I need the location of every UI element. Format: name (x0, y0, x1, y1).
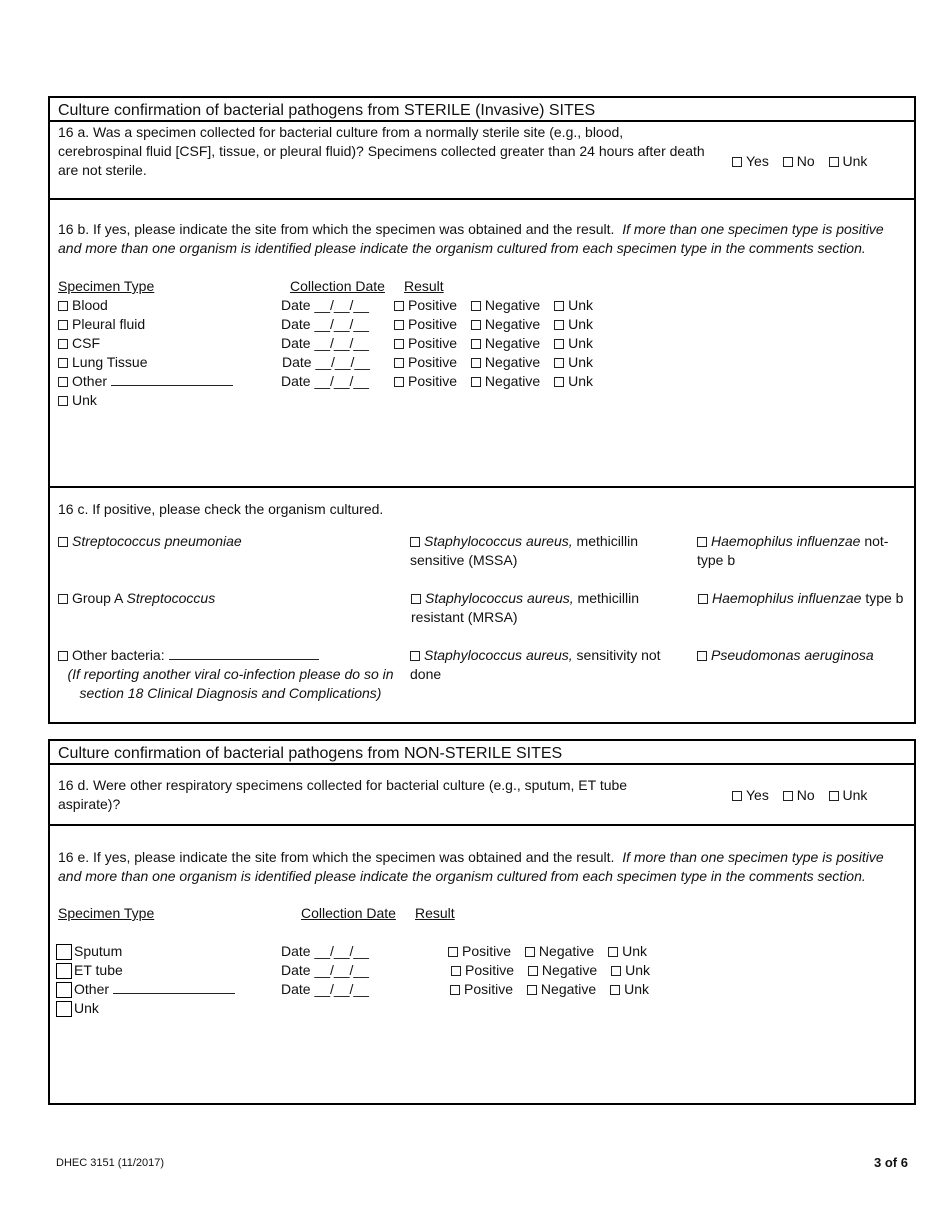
checkbox-icon (410, 651, 420, 661)
option-yes[interactable]: Yes (732, 787, 769, 803)
checkbox-icon (394, 358, 404, 368)
checkbox-icon (554, 320, 564, 330)
checkbox-icon (394, 320, 404, 330)
result-options (394, 372, 603, 391)
option-unk[interactable]: Unk (554, 316, 593, 332)
non-sterile-sites-section (48, 739, 916, 1105)
question-16a (50, 122, 914, 200)
other-bacteria-blank[interactable] (169, 647, 319, 660)
option-unk[interactable]: Unk (554, 297, 593, 313)
option-negative[interactable]: Negative (471, 297, 540, 313)
checkbox-icon (58, 537, 68, 547)
specimen-other-label: Other (74, 980, 235, 999)
option-positive[interactable]: Positive (394, 297, 457, 313)
specimen-other[interactable]: Other (58, 372, 233, 391)
checkbox-icon (58, 358, 68, 368)
result-options (394, 315, 603, 334)
organism-hflu-not-type-b[interactable]: Haemophilus influenzae not-type b (697, 533, 889, 568)
checkbox-icon (471, 339, 481, 349)
result-options (394, 296, 603, 315)
result-options (450, 980, 659, 999)
question-16b (50, 200, 914, 488)
checkbox-icon (471, 377, 481, 387)
other-blank[interactable] (111, 373, 233, 386)
col-collection-date: Collection Date (301, 905, 396, 921)
specimen-csf[interactable]: CSF (58, 334, 100, 353)
result-options (448, 942, 657, 961)
checkbox-icon (394, 377, 404, 387)
specimen-blood[interactable]: Blood (58, 296, 108, 315)
organism-hflu-type-b[interactable]: Haemophilus influenzae type b (698, 589, 903, 608)
checkbox-icon (411, 594, 421, 604)
col-result: Result (415, 905, 455, 921)
specimen-sputum-checkbox[interactable] (56, 944, 72, 960)
checkbox-icon (527, 985, 537, 995)
page-number: 3 of 6 (874, 1155, 908, 1170)
checkbox-icon (471, 358, 481, 368)
option-negative[interactable]: Negative (525, 943, 594, 959)
option-unk[interactable]: Unk (610, 981, 649, 997)
col-collection-date: Collection Date (290, 278, 385, 294)
option-negative[interactable]: Negative (471, 316, 540, 332)
question-16d-options (732, 786, 877, 805)
organism-group-a-strep[interactable]: Group A Streptococcus (58, 589, 215, 608)
option-unk[interactable]: Unk (554, 335, 593, 351)
option-positive[interactable]: Positive (394, 373, 457, 389)
organism-mrsa[interactable]: Staphylococcus aureus, methicillin resistant (MRSA) (411, 590, 639, 625)
option-unk[interactable]: Unk (611, 962, 650, 978)
col-specimen-type: Specimen Type (58, 278, 155, 294)
organism-strep-pneumoniae[interactable]: Streptococcus pneumoniae (58, 532, 242, 551)
checkbox-icon (58, 301, 68, 311)
other-blank[interactable] (113, 981, 235, 994)
question-16e (50, 826, 914, 1103)
checkbox-icon (554, 358, 564, 368)
checkbox-icon (525, 947, 535, 957)
other-bacteria-note: (If reporting another viral co-infection please do so in section 18 Clinical Diagnosis and Complications) (67, 666, 394, 701)
checkbox-icon (58, 339, 68, 349)
option-positive[interactable]: Positive (394, 335, 457, 351)
col-specimen-type: Specimen Type (58, 905, 155, 921)
option-positive[interactable]: Positive (448, 943, 511, 959)
form-id: DHEC 3151 (11/2017) (56, 1157, 165, 1169)
checkbox-icon (610, 985, 620, 995)
option-yes[interactable]: Yes (732, 153, 769, 169)
option-unk[interactable]: Unk (829, 153, 868, 169)
question-16a-text: 16 a. Was a specimen collected for bacterial culture from a normally sterile site (e.g., blood, cerebrospinal fluid [CSF], tissue, or pleural fluid)? Specimens collected greater than 24 hours after death are not sterile. (58, 124, 705, 178)
checkbox-icon (829, 791, 839, 801)
checkbox-icon (554, 339, 564, 349)
specimen-pleural-fluid[interactable]: Pleural fluid (58, 315, 145, 334)
date-field[interactable]: Date __/__/__ (281, 373, 369, 389)
option-negative[interactable]: Negative (528, 962, 597, 978)
organism-pseudomonas[interactable]: Pseudomonas aeruginosa (697, 646, 874, 665)
question-16e-note: If more than one specimen type is positive and more than one organism is identified please indicate the organism cultured from each specimen type in the comments section. (58, 849, 884, 884)
checkbox-icon (394, 339, 404, 349)
checkbox-icon (554, 301, 564, 311)
specimen-other-checkbox[interactable] (56, 982, 72, 998)
checkbox-icon (611, 966, 621, 976)
checkbox-icon (697, 651, 707, 661)
organism-mssa[interactable]: Staphylococcus aureus, methicillin sensitive (MSSA) (410, 533, 638, 568)
option-unk[interactable]: Unk (554, 373, 593, 389)
section-title: Culture confirmation of bacterial pathogens from NON-STERILE SITES (50, 741, 914, 765)
checkbox-icon (58, 396, 68, 406)
date-field[interactable]: Date __/__/__ (281, 316, 369, 332)
question-16d-text: 16 d. Were other respiratory specimens collected for bacterial culture (e.g., sputum, ET tube aspirate)? (58, 777, 628, 812)
checkbox-icon (783, 157, 793, 167)
question-16c-text: 16 c. If positive, please check the organism cultured. (58, 501, 384, 517)
option-unk[interactable]: Unk (608, 943, 647, 959)
checkbox-icon (394, 301, 404, 311)
checkbox-icon (58, 651, 68, 661)
option-negative[interactable]: Negative (471, 335, 540, 351)
date-field[interactable]: Date __/__/__ (281, 943, 369, 959)
specimen-et-tube-checkbox[interactable] (56, 963, 72, 979)
date-field[interactable]: Date __/__/__ (282, 354, 370, 370)
question-16a-options (732, 152, 877, 171)
sterile-sites-section (48, 96, 916, 724)
checkbox-icon (698, 594, 708, 604)
checkbox-icon (829, 157, 839, 167)
option-no[interactable]: No (783, 153, 815, 169)
checkbox-icon (58, 377, 68, 387)
date-field[interactable]: Date __/__/__ (281, 297, 369, 313)
specimen-unk-label: Unk (74, 1000, 99, 1016)
option-negative[interactable]: Negative (471, 373, 540, 389)
option-unk[interactable]: Unk (554, 354, 593, 370)
checkbox-icon (471, 320, 481, 330)
option-positive[interactable]: Positive (451, 962, 514, 978)
checkbox-icon (58, 594, 68, 604)
checkbox-icon (58, 320, 68, 330)
organism-other-bacteria[interactable]: Other bacteria: (58, 646, 319, 665)
specimen-et-tube-label: ET tube (74, 962, 123, 978)
checkbox-icon (471, 301, 481, 311)
question-16d (50, 765, 914, 826)
option-no[interactable]: No (783, 787, 815, 803)
col-result: Result (404, 278, 444, 294)
specimen-unk-checkbox[interactable] (56, 1001, 72, 1017)
checkbox-icon (554, 377, 564, 387)
checkbox-icon (451, 966, 461, 976)
question-16c (50, 488, 914, 722)
date-field[interactable]: Date __/__/__ (281, 981, 369, 997)
date-field[interactable]: Date __/__/__ (281, 335, 369, 351)
section-title: Culture confirmation of bacterial pathogens from STERILE (Invasive) SITES (50, 98, 914, 122)
option-positive[interactable]: Positive (450, 981, 513, 997)
option-positive[interactable]: Positive (394, 354, 457, 370)
result-options (394, 353, 603, 372)
specimen-sputum-label: Sputum (74, 943, 123, 959)
checkbox-icon (410, 537, 420, 547)
option-negative[interactable]: Negative (471, 354, 540, 370)
question-16e-instruction: 16 e. If yes, please indicate the site from which the specimen was obtained and the result. If more than one specimen type is positive and more than one organism is identified please indicate the organism cultured from each specimen type in the comments section. (58, 849, 884, 884)
specimen-unk[interactable]: Unk (58, 391, 97, 410)
question-16b-instruction: 16 b. If yes, please indicate the site from which the specimen was obtained and the result. If more than one specimen type is positive and more than one organism is identified please indicate the organism cultured from each specimen type in the comments section. (58, 221, 884, 256)
checkbox-icon (732, 791, 742, 801)
result-options (394, 334, 603, 353)
specimen-lung-tissue[interactable]: Lung Tissue (58, 353, 148, 372)
checkbox-icon (697, 537, 707, 547)
option-negative[interactable]: Negative (527, 981, 596, 997)
question-16b-note: If more than one specimen type is positive and more than one organism is identified please indicate the organism cultured from each specimen type in the comments section. (58, 221, 884, 256)
checkbox-icon (732, 157, 742, 167)
checkbox-icon (448, 947, 458, 957)
checkbox-icon (528, 966, 538, 976)
checkbox-icon (783, 791, 793, 801)
date-field[interactable]: Date __/__/__ (281, 962, 369, 978)
organism-staph-sensitivity-not-done[interactable]: Staphylococcus aureus, sensitivity not done (410, 647, 661, 682)
checkbox-icon (450, 985, 460, 995)
result-options (451, 961, 660, 980)
option-unk[interactable]: Unk (829, 787, 868, 803)
checkbox-icon (608, 947, 618, 957)
option-positive[interactable]: Positive (394, 316, 457, 332)
